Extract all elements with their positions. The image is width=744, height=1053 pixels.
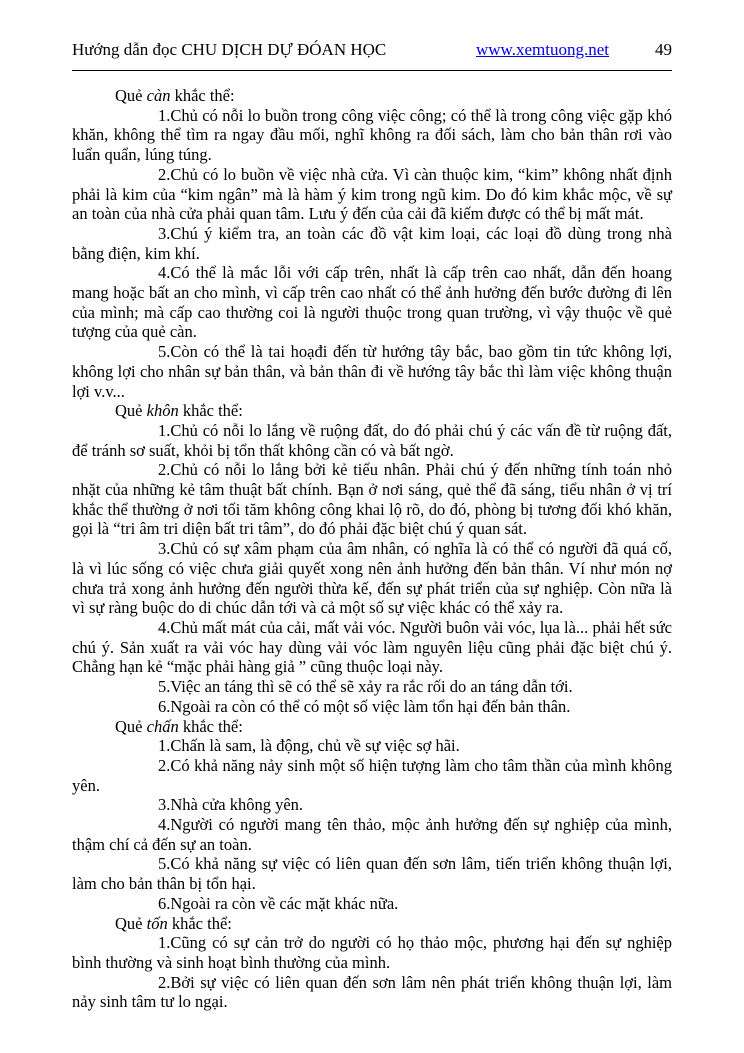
item-text: Việc an táng thì sẽ có thể sẽ xảy ra rắc rối do an táng dẫn tới.: [170, 677, 573, 697]
item-number: 2.: [158, 755, 171, 775]
item-number: 4.: [158, 815, 171, 835]
heading-prefix: Quẻ: [115, 401, 147, 421]
list-item: [72, 736, 672, 756]
item-text: Chủ có lo buồn về việc nhà cửa. Vì càn thuộc kim, “kim” không nhất định phải là kim của “kim ngân” mà là hàm ý kim trong ngũ kim. Do đó kim khắc mộc, về sự an toàn của nhà cửa phải quan tâm. Lưu ý đến của cải đã kiếm được có thể bị mất mát.: [72, 164, 672, 224]
item-text: Có khả năng nảy sinh một số hiện tượng làm cho tâm thần của mình không yên.: [72, 755, 672, 795]
item-number: 3.: [158, 539, 171, 559]
item-text: Nhà cửa không yên.: [170, 795, 304, 815]
hexagram-name: tốn: [146, 913, 168, 933]
list-item: [72, 165, 672, 224]
page-header: [72, 40, 672, 71]
list-item: [72, 677, 672, 697]
item-number: 4.: [158, 263, 171, 283]
list-item: [72, 106, 672, 165]
item-text: Cũng có sự cản trở do người có họ thảo mộc, phương hại đến sự nghiệp bình thường và sinh hoạt bình thường của mình.: [72, 933, 672, 972]
item-number: 1.: [158, 105, 171, 125]
item-text: Ngoài ra còn về các mặt khác nữa.: [170, 893, 399, 913]
list-item: [72, 973, 672, 1012]
item-number: 3.: [158, 223, 171, 243]
item-number: 6.: [158, 893, 171, 913]
heading-prefix: Quẻ: [115, 86, 147, 105]
item-text: Chủ có nỗi lo buồn trong công việc công; có thể là trong công việc gặp khó khăn, không thể tìm ra ngay đầu mối, nghĩ không ra đối sách, làm cho bản thân rơi vào luẩn quẩn, lúng túng.: [72, 105, 672, 165]
list-item: [72, 795, 672, 815]
item-text: Người có người mang tên thảo, mộc ảnh hưởng đến sự nghiệp của mình, thậm chí cả đến sự an toàn.: [72, 815, 672, 854]
item-number: 3.: [158, 795, 171, 815]
item-number: 4.: [158, 617, 171, 637]
section-heading: [72, 401, 672, 421]
item-number: 1.: [158, 420, 171, 440]
heading-prefix: Quẻ: [115, 913, 147, 933]
list-item: [72, 539, 672, 618]
item-number: 2.: [158, 460, 171, 480]
item-number: 2.: [158, 972, 171, 992]
item-number: 1.: [158, 933, 171, 953]
list-item: [72, 756, 672, 795]
hexagram-name: càn: [146, 86, 171, 105]
list-item: [72, 697, 672, 717]
item-number: 5.: [158, 854, 171, 874]
item-text: Chú ý kiểm tra, an toàn các đồ vật kim loại, các loại đồ dùng trong nhà bằng điện, kim khí.: [72, 223, 672, 263]
document-body: [72, 86, 672, 1012]
page-number: 49: [655, 40, 672, 59]
item-number: 5.: [158, 342, 171, 362]
item-text: Còn có thể là tai hoạđi đến từ hướng tây bắc, bao gồm tin tức không lợi, không lợi cho nhân sự bản thân, và bản thân đi về hướng tây bắc thì làm việc không thuận lợi v.v...: [72, 342, 672, 401]
heading-suffix: khắc thể:: [178, 401, 243, 421]
header-url-link[interactable]: www.xemtuong.net: [476, 40, 609, 59]
heading-suffix: khắc thể:: [178, 716, 243, 736]
list-item: [72, 460, 672, 539]
list-item: [72, 618, 672, 677]
item-text: Chủ có nỗi lo lắng về ruộng đất, do đó phải chú ý các vấn đề từ ruộng đất, để tránh sơ suất, khỏi bị tổn thất không cần có và bất ngờ.: [72, 420, 672, 460]
item-text: Chấn là sam, là động, chủ về sự việc sợ hãi.: [170, 736, 460, 756]
item-text: Có thể là mắc lỗi với cấp trên, nhất là cấp trên cao nhất, dẫn đến hoang mang hoặc bất an cho mình, vì cấp trên cao nhất có thể ảnh hưởng đến bước đường đi lên của mình; mà cấp cao thường coi là người thuộc trong quan trường, vì vậy thuộc về quẻ tượng của quẻ càn.: [72, 263, 672, 342]
item-text: Chủ mất mát của cải, mất vải vóc. Người buôn vải vóc, lụa là... phải hết sức chú ý. Sản xuất ra vải vóc hay dùng vải vóc làm nguyên liệu cũng phải đặc biệt chú ý. Chẳng hạn kẻ “mặc phải hàng giả ” cũng thuộc loại này.: [72, 617, 672, 677]
section-heading: [72, 914, 672, 934]
hexagram-name: chấn: [146, 716, 179, 736]
item-text: Ngoài ra còn có thể có một số việc làm tổn hại đến bản thân.: [170, 696, 571, 716]
section-heading: [72, 717, 672, 737]
section-heading: [72, 86, 672, 106]
item-text: Chủ có sự xâm phạm của âm nhân, có nghĩa là có thể có người đã quá cố, là vì lúc sống có việc chưa giải quyết xong nên ảnh hưởng đến bản thân. Ví như món nợ chưa trả xong ảnh hưởng đến người thừa kế, đến sự phát triển của sự nghiệp. Còn nữa là vì sự ràng buộc do di chúc dẫn tới và cả một số sự việc khác có thể xảy ra.: [72, 539, 672, 618]
item-text: Chủ có nỗi lo lắng bởi kẻ tiểu nhân. Phải chú ý đến những tính toán nhỏ nhặt của những kẻ tâm thuật bất chính. Bạn ở nơi sáng, quẻ thể đã sáng, tiểu nhân ở vị trí khắc thể thường ở nơi tối tăm không công khai lộ rõ, do đó, phòng bị tương đối khó khăn, gọi là “tri âm tri diện bất tri tâm”, do đó phải đặc biệt chú ý quan sát.: [72, 460, 672, 539]
hexagram-name: khôn: [146, 401, 179, 421]
item-number: 5.: [158, 677, 171, 697]
heading-suffix: khắc thể:: [170, 86, 235, 105]
list-item: [72, 263, 672, 342]
list-item: [72, 342, 672, 401]
list-item: [72, 421, 672, 460]
list-item: [72, 815, 672, 854]
heading-suffix: khắc thể:: [167, 913, 232, 933]
item-number: 1.: [158, 736, 171, 756]
list-item: [72, 224, 672, 263]
heading-prefix: Quẻ: [115, 716, 147, 736]
list-item: [72, 933, 672, 972]
item-number: 6.: [158, 696, 171, 716]
item-text: Bởi sự việc có liên quan đến sơn lâm nên phát triển không thuận lợi, làm nảy sinh tâm tư lo ngại.: [72, 972, 672, 1012]
list-item: [72, 894, 672, 914]
item-number: 2.: [158, 164, 171, 184]
list-item: [72, 854, 672, 893]
item-text: Có khả năng sự việc có liên quan đến sơn lâm, tiến triển không thuận lợi, làm cho bản thân bị tổn hại.: [72, 854, 672, 894]
header-title: Hướng dẫn đọc CHU DỊCH DỰ ĐÓAN HỌC: [72, 40, 387, 59]
